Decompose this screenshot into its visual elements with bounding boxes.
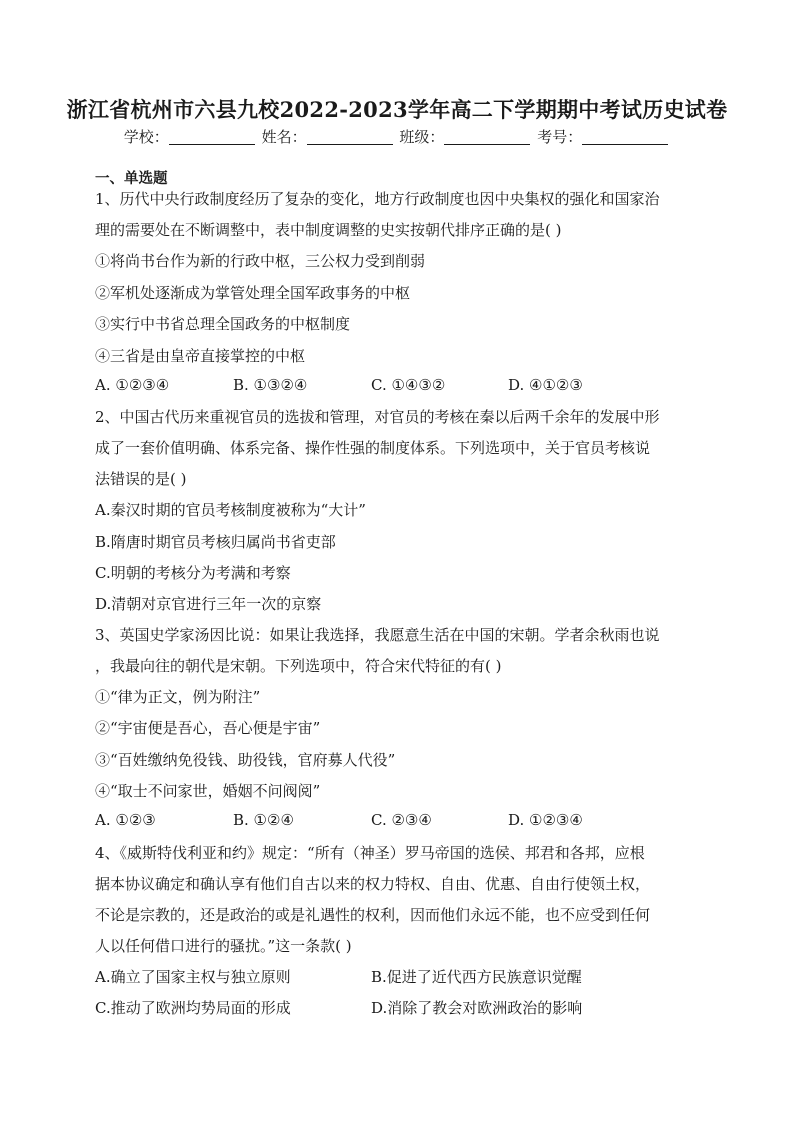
q2-option-c[interactable]: C.明朝的考核分为考满和考察 xyxy=(95,564,291,582)
q2-stem-line: 成了一套价值明确、体系完备、操作性强的制度体系。下列选项中，关于官员考核说 xyxy=(95,439,651,457)
q2-option-b[interactable]: B.隋唐时期官员考核归属尚书省吏部 xyxy=(95,533,336,551)
q1-stem-line: 理的需要处在不断调整中，表中制度调整的史实按朝代排序正确的是( ) xyxy=(95,221,562,239)
name-label: 姓名： xyxy=(261,128,307,146)
q3-item: ②“宇宙便是吾心，吾心便是宇宙” xyxy=(95,719,321,737)
class-label: 班级： xyxy=(399,128,445,146)
q1-option-b[interactable]: B. ①③②④ xyxy=(233,376,308,394)
q3-option-a[interactable]: A. ①②③ xyxy=(95,811,156,829)
exam-number-blank xyxy=(582,129,668,145)
exam-number-label: 考号： xyxy=(537,128,583,146)
q1-option-a[interactable]: A. ①②③④ xyxy=(95,376,170,394)
q4-stem-line: 据本协议确定和确认享有他们自古以来的权力特权、自由、优惠、自由行使领土权， xyxy=(95,875,651,893)
q3-option-c[interactable]: C. ②③④ xyxy=(371,811,432,829)
q3-item: ①“律为正文，例为附注” xyxy=(95,688,261,706)
q4-option-c[interactable]: C.推动了欧洲均势局面的形成 xyxy=(95,999,291,1017)
q3-stem-line: ，我最向往的朝代是宋朝。下列选项中，符合宋代特征的有( ) xyxy=(95,657,502,675)
q4-stem-line: 4、《威斯特伐利亚和约》规定：“所有（神圣）罗马帝国的选侯、邦君和各邦，应根 xyxy=(95,844,645,862)
q2-option-d[interactable]: D.清朝对京官进行三年一次的京察 xyxy=(95,595,322,613)
section-title: 一、单选题 xyxy=(95,171,168,187)
q4-option-a[interactable]: A.确立了国家主权与独立原则 xyxy=(95,968,291,986)
q1-option-d[interactable]: D. ④①②③ xyxy=(508,376,583,394)
q1-item: ④三省是由皇帝直接掌控的中枢 xyxy=(95,347,306,365)
q4-stem-line: 不论是宗教的，还是政治的或是礼遇性的权利，因而他们永远不能，也不应受到任何 xyxy=(95,906,651,924)
q4-option-d[interactable]: D.消除了教会对欧洲政治的影响 xyxy=(371,999,583,1017)
q3-item: ④“取士不问家世，婚姻不问阀阅” xyxy=(95,782,321,800)
q1-item: ①将尚书台作为新的行政中枢，三公权力受到削弱 xyxy=(95,252,426,270)
q1-stem-line: 1、历代中央行政制度经历了复杂的变化，地方行政制度也因中央集权的强化和国家治 xyxy=(95,190,660,208)
class-blank xyxy=(444,129,530,145)
q1-option-c[interactable]: C. ①④③② xyxy=(371,376,446,394)
exam-title: 浙江省杭州市六县九校2022-2023学年高二下学期期中考试历史试卷 xyxy=(66,97,728,122)
q4-option-b[interactable]: B.促进了近代西方民族意识觉醒 xyxy=(371,968,582,986)
name-blank xyxy=(307,129,393,145)
q3-option-d[interactable]: D. ①②③④ xyxy=(508,811,583,829)
q2-stem-line: 法错误的是( ) xyxy=(95,470,187,488)
school-blank xyxy=(169,129,255,145)
q2-option-a[interactable]: A.秦汉时期的官员考核制度被称为“大计” xyxy=(95,501,366,519)
student-info-row xyxy=(0,126,794,147)
q3-stem-line: 3、英国史学家汤因比说：如果让我选择，我愿意生活在中国的宋朝。学者余秋雨也说 xyxy=(95,626,660,644)
q2-stem-line: 2、中国古代历来重视官员的选拔和管理，对官员的考核在秦以后两千余年的发展中形 xyxy=(95,408,660,426)
q4-stem-line: 人以任何借口进行的骚扰。”这一条款( ) xyxy=(95,937,352,955)
q3-option-b[interactable]: B. ①②④ xyxy=(233,811,294,829)
q1-item: ②军机处逐渐成为掌管处理全国军政事务的中枢 xyxy=(95,284,411,302)
q3-item: ③“百姓缴纳免役钱、助役钱，官府募人代役” xyxy=(95,751,396,769)
q1-item: ③实行中书省总理全国政务的中枢制度 xyxy=(95,315,351,333)
school-label: 学校： xyxy=(123,128,169,146)
